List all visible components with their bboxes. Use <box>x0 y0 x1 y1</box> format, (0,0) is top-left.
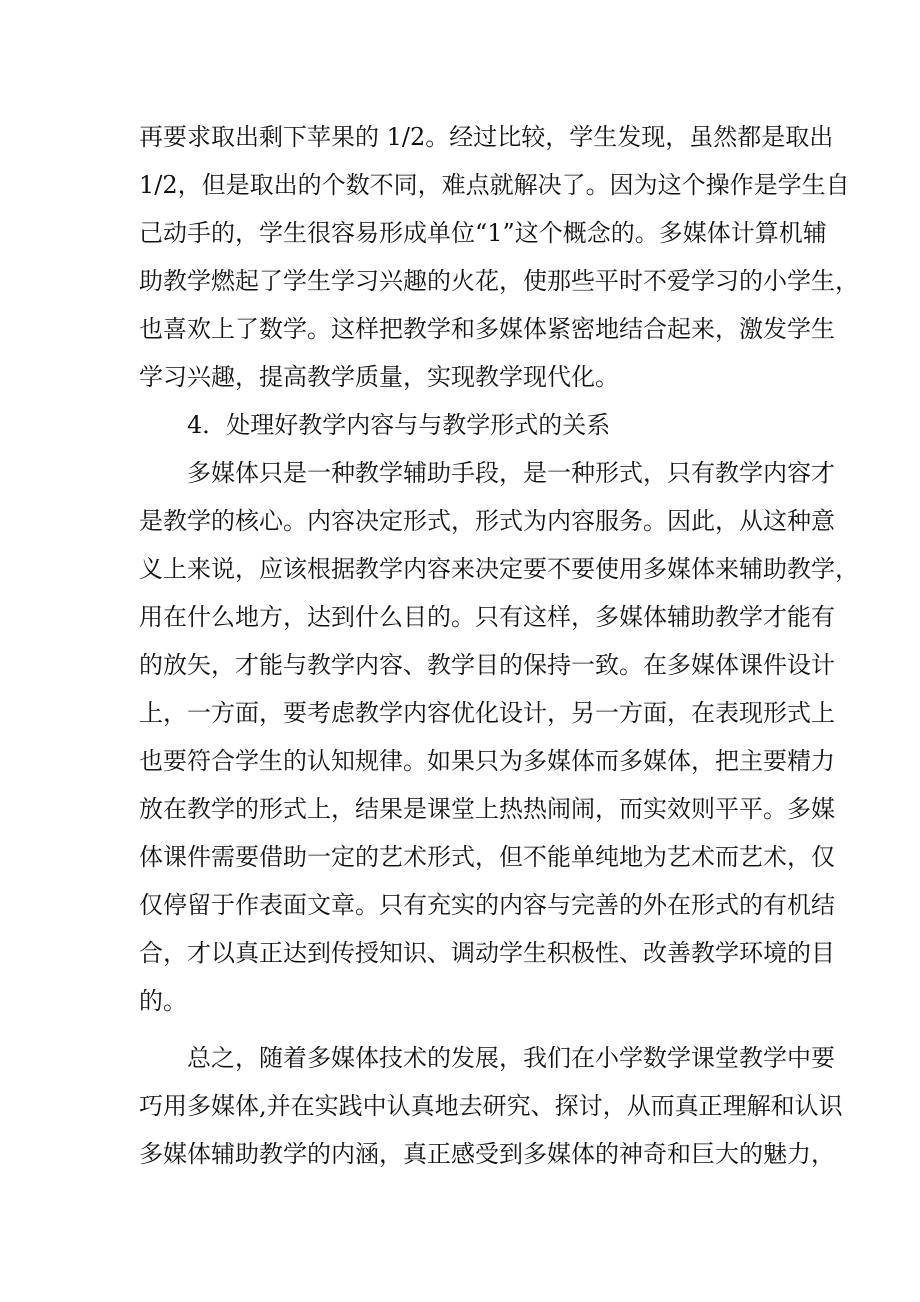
text-line: 体课件需要借助一定的艺术形式，但不能单纯地为艺术而艺术，仅 <box>139 843 835 871</box>
text-line: 义上来说，应该根据教学内容来决定要不要使用多媒体来辅助教学， <box>139 555 859 583</box>
text-line: 合，才以真正达到传授知识、调动学生积极性、改善教学环境的目 <box>139 939 835 967</box>
text-line: 也要符合学生的认知规律。如果只为多媒体而多媒体，把主要精力 <box>139 747 835 775</box>
text-line: 的。 <box>139 987 187 1015</box>
text-line: 多媒体辅助教学的内涵，真正感受到多媒体的神奇和巨大的魅力， <box>139 1140 835 1168</box>
text-line: 巧用多媒体,并在实践中认真地去研究、探讨，从而真正理解和认识 <box>139 1092 843 1120</box>
text-line: 助教学燃起了学生学习兴趣的火花，使那些平时不爱学习的小学生， <box>139 267 859 295</box>
text-line: 1/2，但是取出的个数不同，难点就解决了。因为这个操作是学生自 <box>139 171 850 199</box>
text-line: 的放矢，才能与教学内容、教学目的保持一致。在多媒体课件设计 <box>139 651 835 679</box>
text-line: 己动手的，学生很容易形成单位“1”这个概念的。多媒体计算机辅 <box>139 219 827 247</box>
text-line: 总之，随着多媒体技术的发展，我们在小学数学课堂教学中要 <box>187 1044 835 1072</box>
text-line: 仅停留于作表面文章。只有充实的内容与完善的外在形式的有机结 <box>139 891 835 919</box>
text-line: 多媒体只是一种教学辅助手段，是一种形式，只有教学内容才 <box>187 459 835 487</box>
text-line: 也喜欢上了数学。这样把教学和多媒体紧密地结合起来，激发学生 <box>139 315 835 343</box>
section-heading: 4．处理好教学内容与与教学形式的关系 <box>187 411 611 439</box>
text-line: 学习兴趣，提高教学质量，实现教学现代化。 <box>139 363 619 391</box>
text-line: 放在教学的形式上，结果是课堂上热热闹闹，而实效则平平。多媒 <box>139 795 835 823</box>
text-line: 用在什么地方，达到什么目的。只有这样，多媒体辅助教学才能有 <box>139 603 835 631</box>
text-line: 再要求取出剩下苹果的 1/2。经过比较，学生发现，虽然都是取出 <box>139 123 834 151</box>
text-line: 是教学的核心。内容决定形式，形式为内容服务。因此，从这种意 <box>139 507 835 535</box>
text-line: 上，一方面，要考虑教学内容优化设计，另一方面，在表现形式上 <box>139 699 835 727</box>
